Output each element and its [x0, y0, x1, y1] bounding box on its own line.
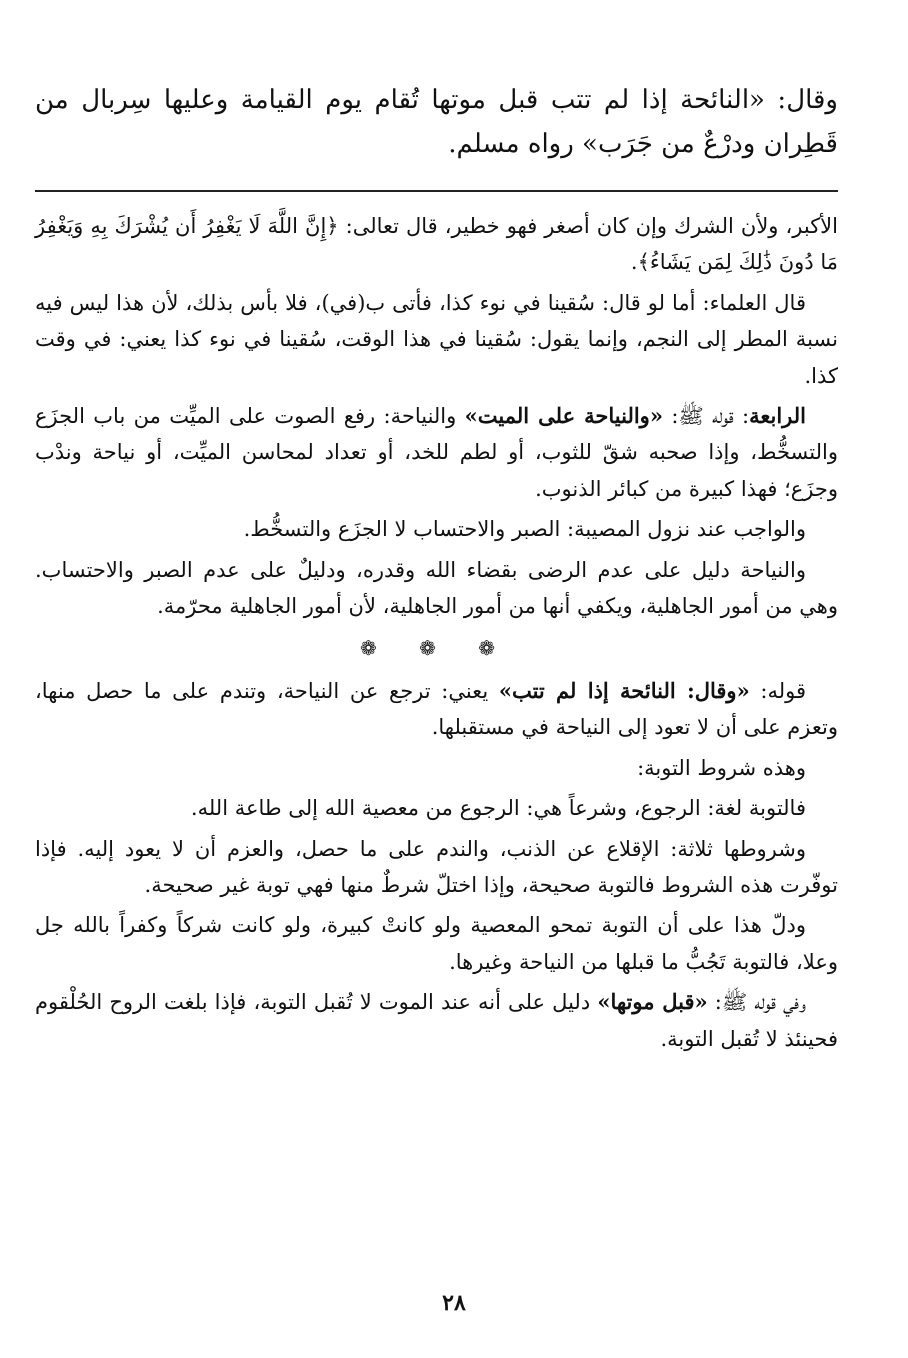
paragraph-shurut: وشروطها ثلاثة: الإقلاع عن الذنب، والندم على ما حصل، والعزم أن لا يعود إليه. فإذا توفّرت هذه الشروط فالتوبة صحيحة، وإذا اختلّ شرطٌ منها فهي توبة غير صحيحة. [35, 836, 838, 897]
footnote-divider [35, 190, 838, 192]
paragraph-dalla: ودلّ هذا على أن التوبة تمحو المعصية ولو كانتْ كبيرة، ولو كانت شركاً وكفراً بالله جل وعلا، فالتوبة تَجُبُّ ما قبلها من النياحة وغيرها. [35, 913, 838, 974]
paragraph-qawluhu-text: يعني: ترجع عن النياحة، وتندم على ما حصل منها، وتعزم على أن لا تعود إلى النياحة في مستقبلها. [35, 678, 838, 740]
paragraph-niyaha: والنياحة دليل على عدم الرضى بقضاء الله وقدره، ودليلٌ على عدم الصبر والاحتساب. وهي من أمور الجاهلية، ويكفي أنها من أمور الجاهلية، لأن أمور الجاهلية محرّمة. [35, 557, 838, 619]
paragraph-qabl-text: دليل على أنه عند الموت لا تُقبل التوبة، فإذا بلغت الروح الحُلْقوم فحينئذ لا تُقبل التوبة. [35, 990, 838, 1051]
hadith-text: وقال: «النائحة إذا لم تتب قبل موتها تُقام يوم القيامة وعليها سِربال من قَطِران ودرْعٌ من جَرَب» رواه مسلم. [35, 85, 838, 159]
paragraph-fourth [35, 398, 838, 507]
paragraph-shurut-heading: وهذه شروط التوبة: [637, 755, 806, 780]
quote-naiha: «وقال: النائحة إذا لم تتب» [498, 677, 750, 703]
commentary-body [35, 208, 838, 1061]
paragraph-qawluhu-intro: قوله: [749, 678, 806, 703]
section-separator: ❁ ❁ ❁ [360, 636, 513, 661]
section-label-fourth: الرابعة [749, 403, 806, 429]
quote-niyaha: «والنياحة على الميت» [464, 403, 663, 429]
paragraph-qawluhu [35, 673, 838, 746]
paragraph-qabl-mawtiha [35, 984, 838, 1057]
paragraph-fourth-text: والنياحة: رفع الصوت على الميِّت من باب الجزَع والتسخُّط، وإذا صحبه شقّ للثوب، أو لطم للخد، أو تعداد لمحاسن الميِّت، أو نياحة وندْب وجزَع؛ فهذا كبيرة من كبائر الذنوب. [35, 404, 838, 501]
paragraph-qabl-intro: وفي قوله ﷺ: [707, 990, 806, 1015]
paragraph-ulama: قال العلماء: أما لو قال: سُقينا في نوء كذا، فأتى ب(في)، فلا بأس بذلك، لأن هذا ليس فيه نسبة المطر إلى النجم، وإنما يقول: سُقينا في هذا الوقت، سُقينا في نوء كذا يعني: في وقت كذا. [35, 290, 838, 388]
paragraph-fourth-intro: : قوله ﷺ: [662, 404, 750, 429]
quote-qabl-mawtiha: «قبل موتها» [597, 989, 708, 1015]
paragraph-shirk: الأكبر، ولأن الشرك وإن كان أصغر فهو خطير، قال تعالى: ﴿إِنَّ اللَّهَ لَا يَغْفِرُ أَن يُشْرَكَ بِهِ وَيَغْفِرُ مَا دُونَ ذَٰلِكَ لِمَن يَشَاءُ﴾. [35, 214, 838, 275]
paragraph-wajib: والواجب عند نزول المصيبة: الصبر والاحتساب لا الجزَع والتسخُّط. [243, 517, 806, 542]
page-number: ٢٨ [442, 1290, 466, 1316]
paragraph-tawba-def: فالتوبة لغة: الرجوع، وشرعاً هي: الرجوع من معصية الله إلى طاعة الله. [190, 796, 806, 821]
